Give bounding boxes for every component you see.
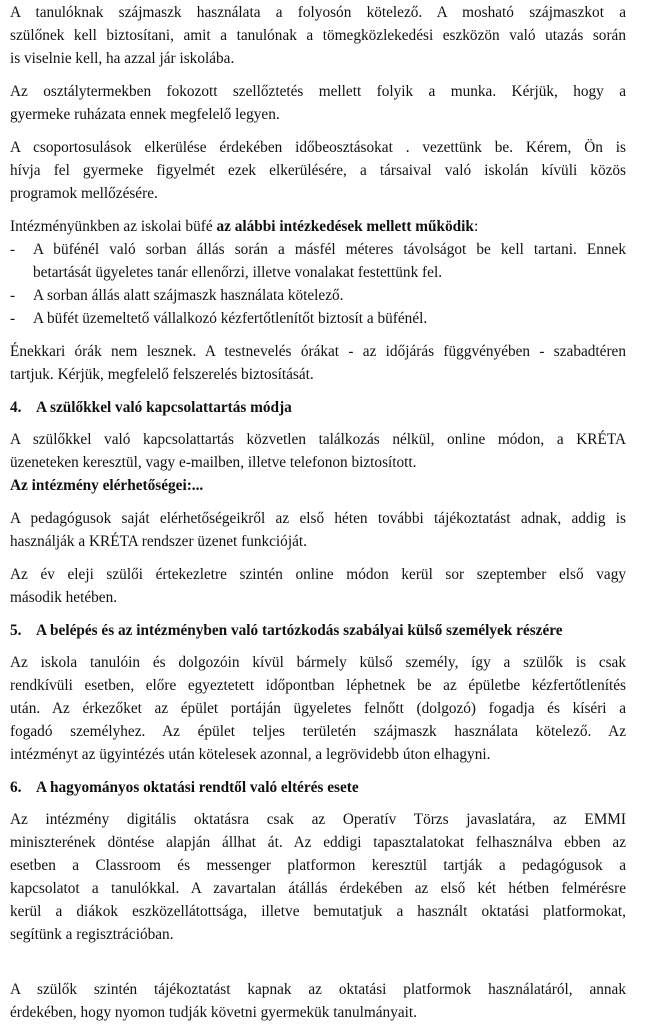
line: Az iskola tanulóin és dolgozóin kívül bármely külső személy, így a szülők is csak bbox=[10, 654, 626, 671]
line: A szülők szintén tájékoztatást kapnak az oktatási platformok használatáról, annak bbox=[10, 981, 626, 998]
line: Az osztálytermekben fokozott szellőztetés mellett folyik a munka. Kérjük, hogy a bbox=[10, 83, 626, 100]
line: programok mellőzésére. bbox=[10, 185, 158, 202]
line: A szülőkkel való kapcsolattartás közvetlen találkozás nélkül, online módon, a KRÉTA bbox=[10, 431, 626, 448]
section-heading-6 bbox=[10, 776, 626, 799]
buffet-colon: : bbox=[473, 218, 479, 235]
paragraph-external-persons bbox=[10, 651, 626, 766]
paragraph-parent-meeting bbox=[10, 563, 626, 609]
paragraph-grouping bbox=[10, 136, 626, 205]
document-page bbox=[10, 1, 626, 1024]
line: - A sorban állás alatt szájmaszk használata kötelező. bbox=[33, 287, 344, 304]
line: hívja fel gyermeke figyelmét ezek elkerülésére, a társaival való iskolán kívüli közös bbox=[10, 162, 626, 179]
line: Énekkari órák nem lesznek. A testnevelés órákat - az időjárás függvényében - szabadtéren bbox=[10, 343, 626, 360]
paragraph-face-mask bbox=[10, 1, 626, 70]
line: gyermeke ruházata ennek megfelelő legyen. bbox=[10, 106, 280, 123]
line: szülőnek kell biztosítani, amit a tanulónak a tömegközlekedési eszközön való utazás során bbox=[10, 27, 626, 44]
paragraph-contact bbox=[10, 428, 626, 474]
section-number: 6. bbox=[10, 779, 22, 796]
buffet-text: Intézményünkben az iskolai büfé bbox=[10, 218, 217, 235]
paragraph-buffet bbox=[10, 215, 626, 238]
buffet-emphasis: az alábbi intézkedések mellett működik bbox=[216, 218, 474, 235]
section-number: 5. bbox=[10, 622, 22, 639]
contacts-heading: Az intézmény elérhetőségei:... bbox=[10, 477, 204, 494]
paragraph-digital-education bbox=[10, 808, 626, 946]
line: segítünk a regisztrációban. bbox=[10, 926, 174, 943]
line: Az intézmény digitális oktatásra csak az Operatív Törzs javaslatára, az EMMI bbox=[10, 811, 626, 828]
section-title: A belépés és az intézményben való tartózkodás szabályai külső személyek részére bbox=[36, 622, 563, 639]
line: fogadó személyhez. Az épület teljes területén szájmaszk használata kötelező. Az bbox=[10, 723, 626, 740]
section-heading-5 bbox=[10, 619, 626, 642]
list-item bbox=[10, 284, 626, 307]
line: A csoportosulások elkerülése érdekében időbeosztásokat . vezettünk be. Kérem, Ön is bbox=[10, 139, 626, 156]
line: betartását ügyeletes tanár ellenőrzi, illetve vonalakat festettünk fel. bbox=[33, 264, 443, 281]
line: - A büfét üzemeltető vállalkozó kézfertőtlenítőt biztosít a büfénél. bbox=[33, 310, 428, 327]
line: második hetében. bbox=[10, 589, 118, 606]
buffet-rules-list bbox=[10, 238, 626, 330]
section-title: A szülőkkel való kapcsolattartás módja bbox=[36, 399, 292, 416]
line: - A büfénél való sorban állás során a másfél méteres távolságot be kell tartani. Ennek bbox=[33, 241, 626, 258]
section-number: 4. bbox=[10, 399, 22, 416]
list-item bbox=[10, 238, 626, 284]
line: A pedagógusok saját elérhetőségeikről az első héten további tájékoztatást adnak, addig is bbox=[10, 510, 626, 527]
line: is viselnie kell, ha azzal jár iskolába. bbox=[10, 50, 235, 67]
section-heading-4 bbox=[10, 396, 626, 419]
list-item bbox=[10, 307, 626, 330]
line: rendkívüli esetben, előre egyeztetett időpontban léphetnek be az épületbe kézfertőtlenítés bbox=[10, 677, 626, 694]
line: A tanulóknak szájmaszk használata a folyosón kötelező. A mosható szájmaszkot a bbox=[10, 4, 626, 21]
paragraph-teachers-contact bbox=[10, 507, 626, 553]
line: érdekében, hogy nyomon tudják követni gyermekük tanulmányait. bbox=[10, 1004, 417, 1021]
line: után. Az érkezőket az épület portáján ügyeletes felnőtt (dolgozó) fogadja és kíséri a bbox=[10, 700, 626, 717]
paragraph-ventilation bbox=[10, 80, 626, 126]
line: Az év eleji szülői értekezletre szintén online módon kerül sor szeptember első vagy bbox=[10, 566, 626, 583]
line: tartjuk. Kérjük, megfelelő felszerelés biztosítását. bbox=[10, 366, 314, 383]
line: használják a KRÉTA rendszer üzenet funkcióját. bbox=[10, 533, 307, 550]
paragraph-choir-pe bbox=[10, 340, 626, 386]
section-title: A hagyományos oktatási rendtől való eltérés esete bbox=[36, 779, 359, 796]
line: intézményt az ügyintézés után kötelesek azonnal, a legrövidebb úton elhagyni. bbox=[10, 746, 491, 763]
line: esetben a Classroom és messenger platformon keresztül tartják a pedagógusok a bbox=[10, 857, 626, 874]
paragraph-parents-info bbox=[10, 978, 626, 1024]
line: kapcsolatot a tanulókkal. A zavartalan átállás érdekében az első két hétben felmérésre bbox=[10, 880, 626, 897]
line: kerül a diákok eszközellátottsága, illetve bemutatjuk a használt oktatási platformokat, bbox=[10, 903, 626, 920]
line: miniszterének döntése alapján állhat át. Az eddigi tapasztalatokat felhasználva ebben az bbox=[10, 834, 626, 851]
line: üzeneteken keresztül, vagy e-mailben, illetve telefonon biztosított. bbox=[10, 454, 417, 471]
